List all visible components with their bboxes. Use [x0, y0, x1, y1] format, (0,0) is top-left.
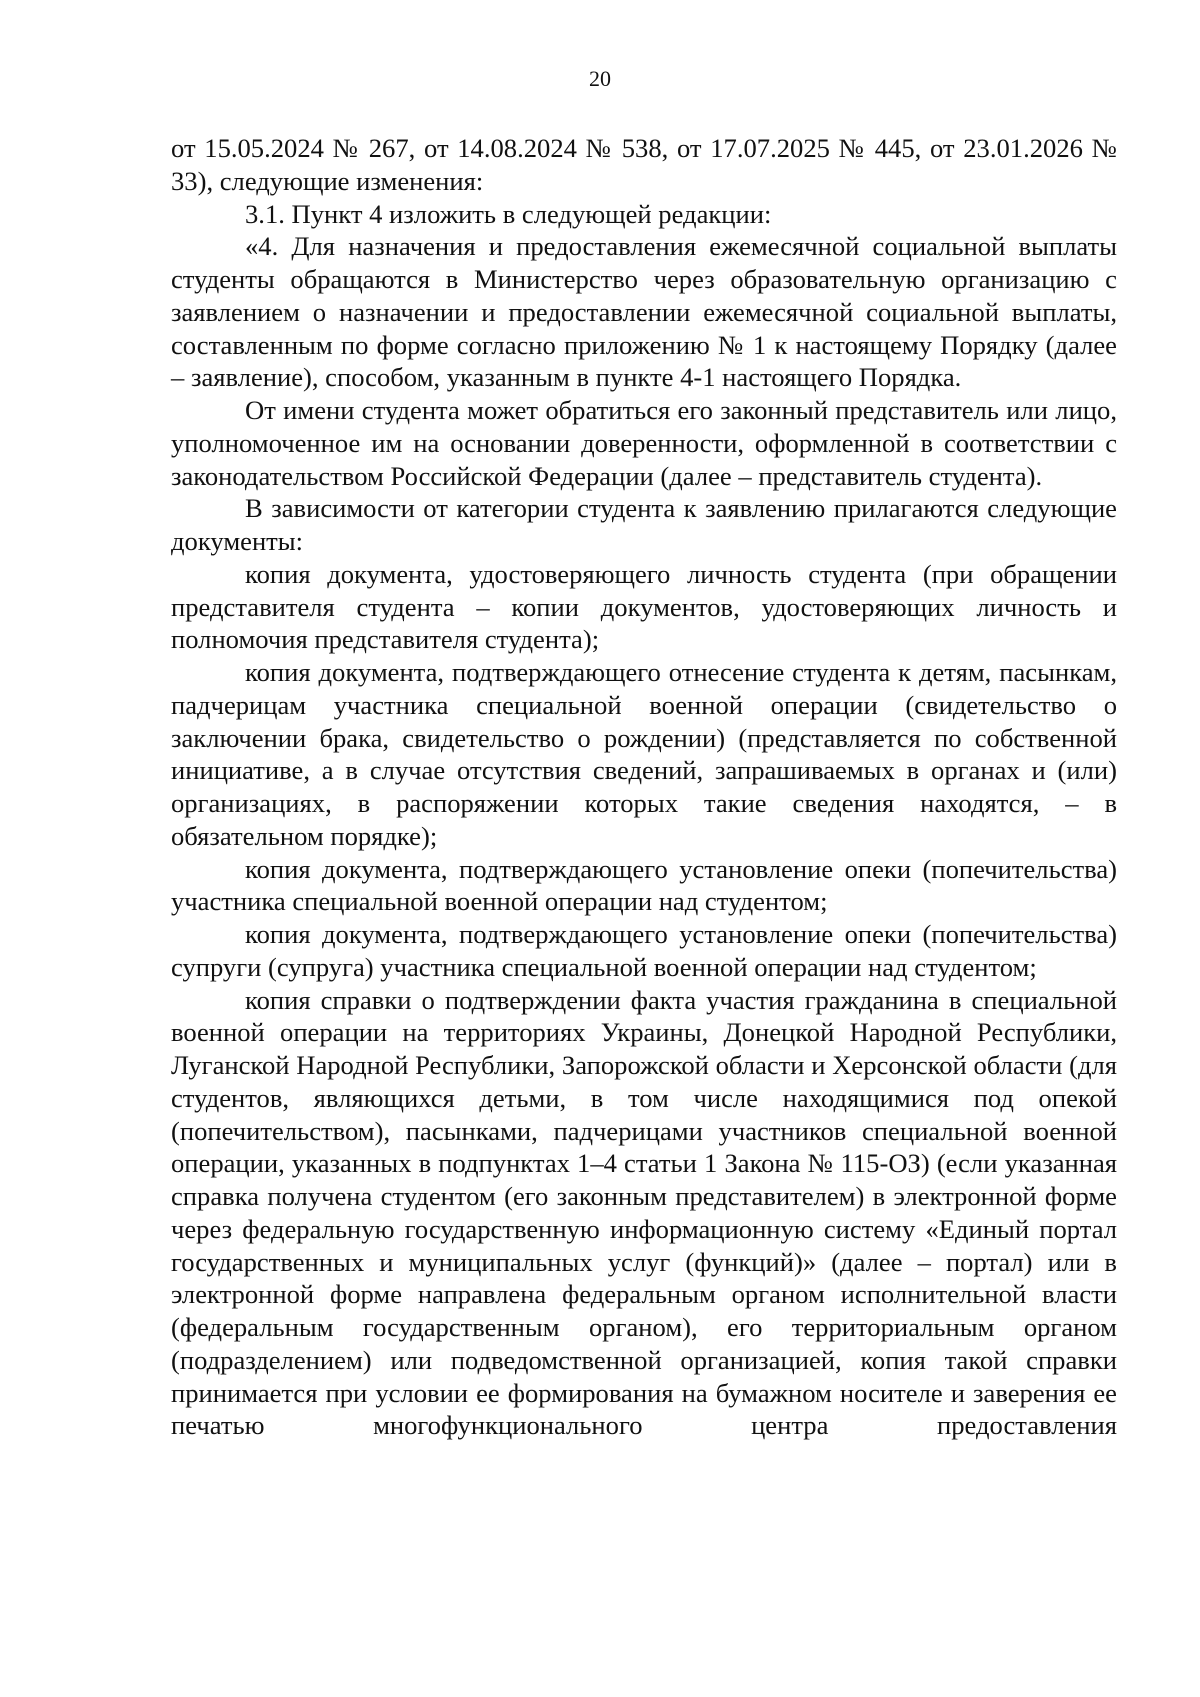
document-body — [171, 132, 1117, 1442]
paragraph-item-3-1: 3.1. Пункт 4 изложить в следующей редакции: — [245, 198, 772, 229]
list-item-identity-document: копия документа, удостоверяющего личность студента (при обращении представителя студента – копии документов, удостоверяющих личность и полномочия представителя студента); — [171, 558, 1117, 655]
paragraph-representative: От имени студента может обратиться его законный представитель или лицо, уполномоченное им на основании доверенности, оформленной в соответствии с законодательством Российской Федерации (далее – представитель студента). — [171, 395, 1117, 491]
paragraph-point-4: «4. Для назначения и предоставления ежемесячной социальной выплаты студенты обращаются в Министерство через образовательную организацию с заявлением о назначении и предоставлении ежемесячной социальной выплаты, составленным по форме согласно приложению № 1 к настоящему Порядку (далее – заявление), способом, указанным в пункте 4-1 настоящего Порядка. — [171, 231, 1117, 393]
list-item-guardianship-participant: копия документа, подтверждающего установление опеки (попечительства) участника специальной военной операции над студентом; — [171, 853, 1117, 917]
page-number: 20 — [589, 66, 611, 91]
list-item-participation-certificate: копия справки о подтверждении факта участия гражданина в специальной военной операции на территориях Украины, Донецкой Народной Республики, Луганской Народной Республики, Запорожской области и Херсонской области (для студентов, являющихся детьми, в том числе находящимися под опекой (попечительством), пасынками, падчерицами участников специальной военной операции, указанных в подпунктах 1–4 статьи 1 Закона № 115-ОЗ) (если указанная справка получена студентом (его законным представителем) в электронной форме через федеральную государственную информационную систему «Единый портал государственных и муниципальных услуг (функций)» (далее – портал) или в электронной форме направлена федеральным органом исполнительной власти (федеральным государственным органом), его территориальным органом (подразделением) или подведомственной организацией, копия такой справки принимается при условии ее формирования на бумажном носителе и заверения ее печатью многофункционального центра предоставления — [171, 984, 1117, 1441]
paragraph-documents-intro: В зависимости от категории студента к заявлению прилагаются следующие документы: — [171, 493, 1117, 556]
list-item-guardianship-spouse: копия документа, подтверждающего установление опеки (попечительства) супруги (супруга) участника специальной военной операции над студентом; — [171, 919, 1117, 982]
paragraph-continuation: от 15.05.2024 № 267, от 14.08.2024 № 538, от 17.07.2025 № 445, от 23.01.2026 № 33), следующие изменения: — [171, 133, 1117, 196]
list-item-kinship-document: копия документа, подтверждающего отнесение студента к детям, пасынкам, падчерицам участника специальной военной операции (свидетельство о заключении брака, свидетельство о рождении) (представляется по собственной инициативе, а в случае отсутствия сведений, запрашиваемых в органах и (или) организациях, в распоряжении которых такие сведения находятся, – в обязательном порядке); — [171, 657, 1117, 851]
